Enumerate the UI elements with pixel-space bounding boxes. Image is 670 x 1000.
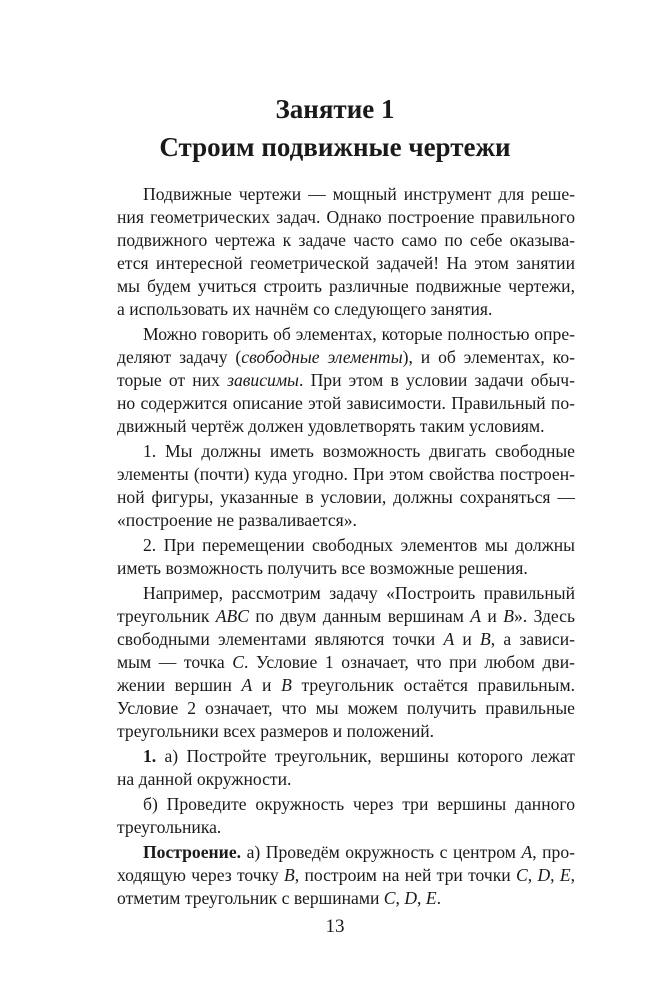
text-line: торые от них зависимы. При этом в условии задачи обыч-: [117, 370, 575, 390]
text-line: треугольники всех размеров и положений.: [117, 721, 435, 741]
text-line: 2. При перемещении свободных элементов мы должны: [143, 535, 575, 555]
text-line: а использовать их начнём со следующего занятия.: [117, 299, 493, 319]
lesson-number-heading: Занятие 1: [275, 94, 395, 124]
page-number: 13: [325, 916, 345, 937]
text-line: Можно говорить об элементах, которые полностью опре-: [143, 324, 575, 344]
text-line: треугольника.: [117, 817, 222, 837]
construction-label: Построение.: [143, 842, 242, 862]
text-line: мы будем учиться строить различные подвижные чертежи,: [117, 276, 575, 296]
text-line: ходящую через точку B, построим на ней три точки C, D, E,: [117, 865, 576, 885]
lesson-title-heading: Строим подвижные чертежи: [159, 132, 511, 162]
term-free-elements: свободные элементы: [241, 347, 403, 367]
text-line: 1. Мы должны иметь возможность двигать свободные: [143, 441, 575, 461]
term-dependent: зависимы: [227, 370, 299, 390]
text-line: жении вершин A и B треугольник остаётся правильным.: [117, 675, 575, 695]
text-line: подвижного чертежа к задаче часто само по себе оказыва-: [117, 230, 575, 250]
text-line: Например, рассмотрим задачу «Построить правильный: [143, 583, 575, 603]
text-line: ния геометрических задач. Однако построение правильного: [117, 207, 575, 227]
problem-number: 1.: [143, 746, 157, 766]
text-line: Подвижные чертежи — мощный инструмент для реше-: [143, 184, 575, 204]
text-line: на данной окружности.: [117, 769, 292, 789]
problem-statement: 1. а) Постройте треугольник, вершины которого лежат: [143, 746, 575, 766]
text-line: отметим треугольник с вершинами C, D, E.: [117, 888, 441, 908]
text-line: «построение не разваливается».: [117, 510, 357, 530]
text-line: движный чертёж должен удовлетворять таким условиям.: [117, 416, 545, 436]
text-line: ется интересной геометрической задачей! На этом занятии: [117, 253, 575, 273]
text-line: свободными элементами являются точки A и B, а зависи-: [117, 629, 575, 649]
text-line: мым — точка C. Условие 1 означает, что при любом дви-: [117, 652, 575, 672]
text-line: деляют задачу (свободные элементы), и об элементах, ко-: [117, 347, 575, 367]
text-line: иметь возможность получить все возможные решения.: [117, 558, 528, 578]
construction-text: Построение. а) Проведём окружность с центром A, про-: [143, 842, 575, 862]
text-line: Условие 2 означает, что мы можем получить правильные: [117, 698, 575, 718]
text-line: но содержится описание этой зависимости. Правильный по-: [117, 393, 575, 413]
text-line: ной фигуры, указанные в условии, должны сохраняться —: [117, 487, 575, 507]
text-line: элементы (почти) куда угодно. При этом свойства построен-: [117, 464, 575, 484]
text-line: б) Проведите окружность через три вершины данного: [143, 794, 575, 814]
text-line: треугольник ABC по двум данным вершинам A и B». Здесь: [117, 606, 575, 626]
